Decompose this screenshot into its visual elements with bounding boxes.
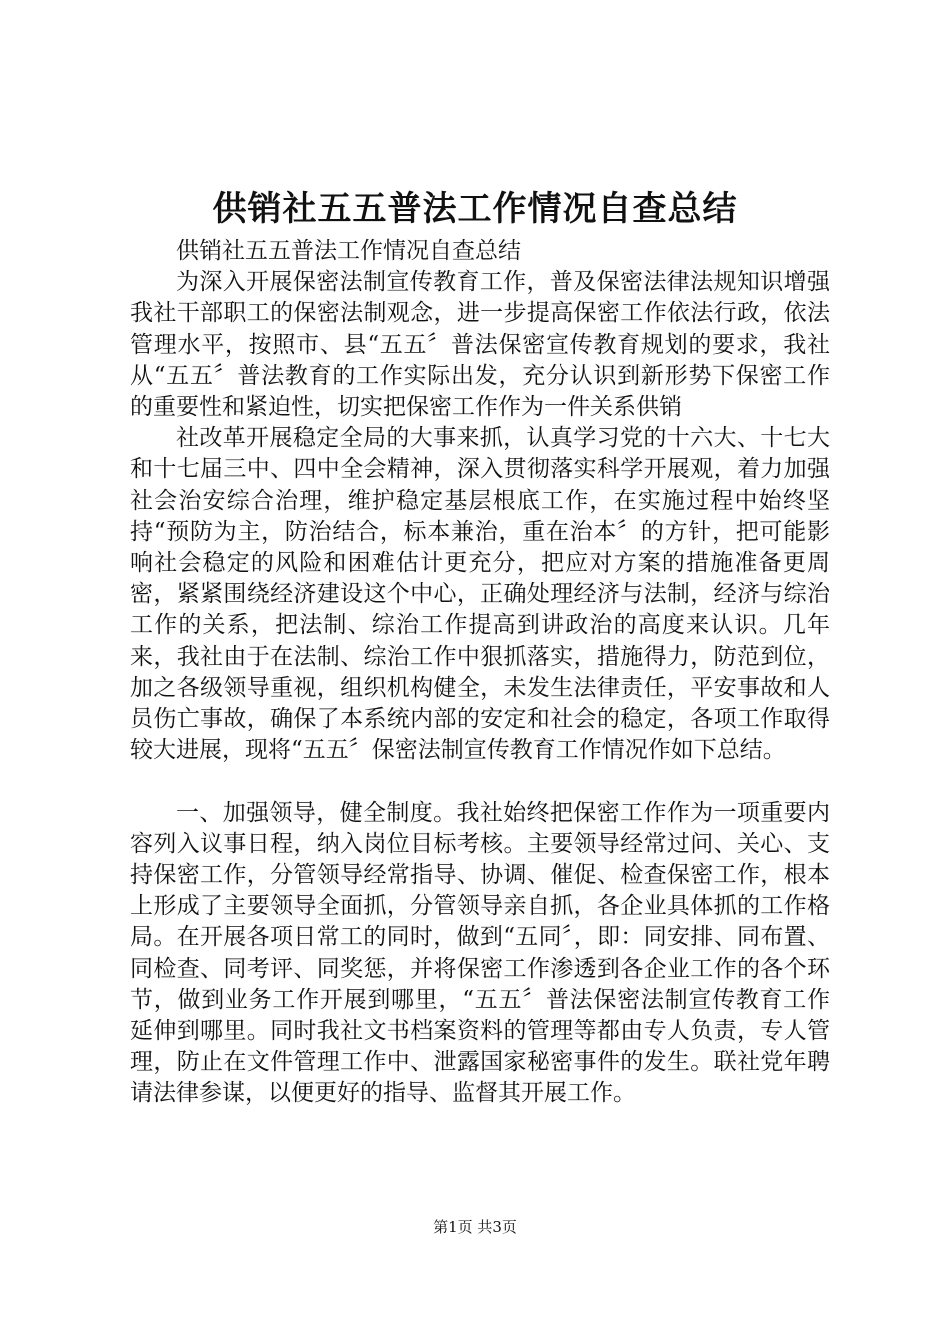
document-body: [130, 236, 830, 1110]
paragraph-continuation: 社改革开展稳定全局的大事来抓，认真学习党的十六大、十七大和十七届三中、四中全会精神，深入贯彻落实科学开展观，着力加强社会治安综合治理，维护稳定基层根底工作，在实施过程中始终坚持“预防为主，防治结合，标本兼治，重在治本〞的方针，把可能影响社会稳定的风险和困难估计更充分，把应对方案的措施准备更周密，紧紧围绕经济建设这个中心，正确处理经济与法制，经济与综治工作的关系，把法制、综治工作提高到讲政治的高度来认识。几年来，我社由于在法制、综治工作中狠抓落实，措施得力，防范到位，加之各级领导重视，组织机构健全，未发生法律责任，平安事故和人员伤亡事故，确保了本系统内部的安定和社会的稳定，各项工作取得较大进展，现将“五五〞保密法制宣传教育工作情况作如下总结。: [130, 425, 830, 764]
paragraph-subtitle: 供销社五五普法工作情况自查总结: [176, 238, 521, 264]
paragraph-intro: 为深入开展保密法制宣传教育工作，普及保密法律法规知识增强我社干部职工的保密法制观念，进一步提高保密工作依法行政，依法管理水平，按照市、县“五五〞普法保密宣传教育规划的要求，我社从“五五〞普法教育的工作实际出发，充分认识到新形势下保密工作的重要性和紧迫性，切实把保密工作作为一件关系供销: [130, 269, 830, 421]
document-title: 供销社五五普法工作情况自查总结: [212, 189, 738, 229]
paragraph-section-one: 一、加强领导，健全制度。我社始终把保密工作作为一项重要内容列入议事日程，纳入岗位目标考核。主要领导经常过问、关心、支持保密工作，分管领导经常指导、协调、催促、检查保密工作，根本上形成了主要领导全面抓，分管领导亲自抓，各企业具体抓的工作格局。在开展各项日常工的同时，做到“五同〞，即：同安排、同布置、同检查、同考评、同奖惩，并将保密工作渗透到各企业工作的各个环节，做到业务工作开展到哪里，“五五〞普法保密法制宣传教育工作延伸到哪里。同时我社文书档案资料的管理等都由专人负责，专人管理，防止在文件管理工作中、泄露国家秘密事件的发生。联社党年聘请法律参谋，以便更好的指导、监督其开展工作。: [130, 799, 830, 1107]
page-footer: 第1页 共3页: [433, 1218, 517, 1236]
